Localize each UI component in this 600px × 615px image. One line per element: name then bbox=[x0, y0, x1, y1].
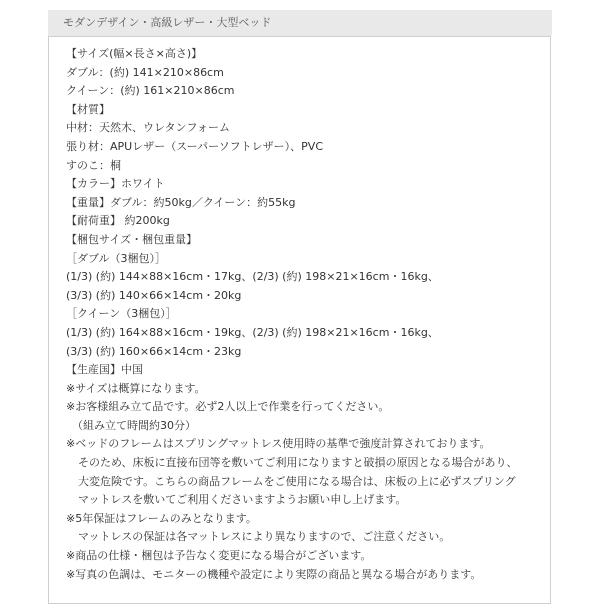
spec-package-double-line-1: (1/3) (約) 144×88×16cm・17kg、(2/3) (約) 198×21×16cm・16kg、 bbox=[66, 270, 439, 284]
spec-load-capacity: 【耐荷重】 約200kg bbox=[66, 214, 170, 228]
note-size-approx: ※サイズは概算になります。 bbox=[66, 381, 206, 395]
section-header bbox=[48, 10, 552, 36]
note-frame-strength-cont-2: 大変危険です。こちらの商品フレームをご使用になる場合は、床板の上に必ずスプリング bbox=[78, 474, 516, 488]
spec-table bbox=[48, 36, 551, 604]
note-assembly: ※お客様組み立て品です。必ず2人以上で作業を行ってください。 bbox=[66, 400, 390, 414]
spec-package-queen-line-2: (3/3) (約) 160×66×14cm・23kg bbox=[66, 344, 242, 358]
spec-package-queen-line-1: (1/3) (約) 164×88×16cm・19kg、(2/3) (約) 198×21×16cm・16kg、 bbox=[66, 325, 439, 339]
spec-size-heading: 【サイズ(幅×長さ×高さ)】 bbox=[66, 47, 203, 60]
spec-weight: 【重量】ダブル：約50kg／クイーン：約55kg bbox=[66, 195, 296, 209]
spec-material-core: 中材：天然木、ウレタンフォーム bbox=[66, 121, 231, 135]
note-frame-strength: ※ベッドのフレームはスプリングマットレス使用時の基準で強度計算されております。 bbox=[66, 437, 491, 451]
spec-package-heading: 【梱包サイズ・梱包重量】 bbox=[66, 232, 198, 246]
spec-package-double-line-2: (3/3) (約) 140×66×14cm・20kg bbox=[66, 288, 242, 302]
spec-list bbox=[66, 45, 518, 584]
note-assembly-time: （組み立て時間約30分） bbox=[72, 418, 196, 432]
spec-material-slats: すのこ：桐 bbox=[66, 158, 121, 172]
note-spec-change: ※商品の仕様・梱包は予告なく変更になる場合がございます。 bbox=[66, 549, 372, 563]
spec-material-upholstery: 張り材：APUレザー（スーパーソフトレザー）、PVC bbox=[66, 139, 324, 153]
spec-package-queen-heading: ［クイーン（3梱包）］ bbox=[66, 307, 177, 321]
note-frame-strength-cont-3: マットレスを敷いてご利用くださいますようお願い申し上げます。 bbox=[78, 493, 407, 507]
note-photo-color: ※写真の色調は、モニターの機種や設定により実際の商品と異なる場合があります。 bbox=[66, 567, 482, 581]
note-warranty: ※5年保証はフレームのみとなります。 bbox=[66, 511, 257, 525]
spec-color: 【カラー】ホワイト bbox=[66, 177, 165, 191]
spec-size-double: ダブル：(約) 141×210×86cm bbox=[66, 65, 224, 79]
spec-material-heading: 【材質】 bbox=[66, 102, 110, 116]
note-warranty-cont: マットレスの保証は各マットレスにより異なりますので、ご注意ください。 bbox=[78, 530, 451, 544]
section-title: モダンデザイン・高級レザー・大型ベッド bbox=[63, 16, 272, 29]
spec-package-double-heading: ［ダブル（3梱包）］ bbox=[66, 251, 167, 265]
note-frame-strength-cont-1: そのため、床板に直接布団等を敷いてご利用になりますと破損の原因となる場合があり、 bbox=[78, 456, 518, 470]
spec-origin: 【生産国】中国 bbox=[66, 363, 143, 377]
spec-size-queen: クイーン：(約) 161×210×86cm bbox=[66, 84, 235, 98]
